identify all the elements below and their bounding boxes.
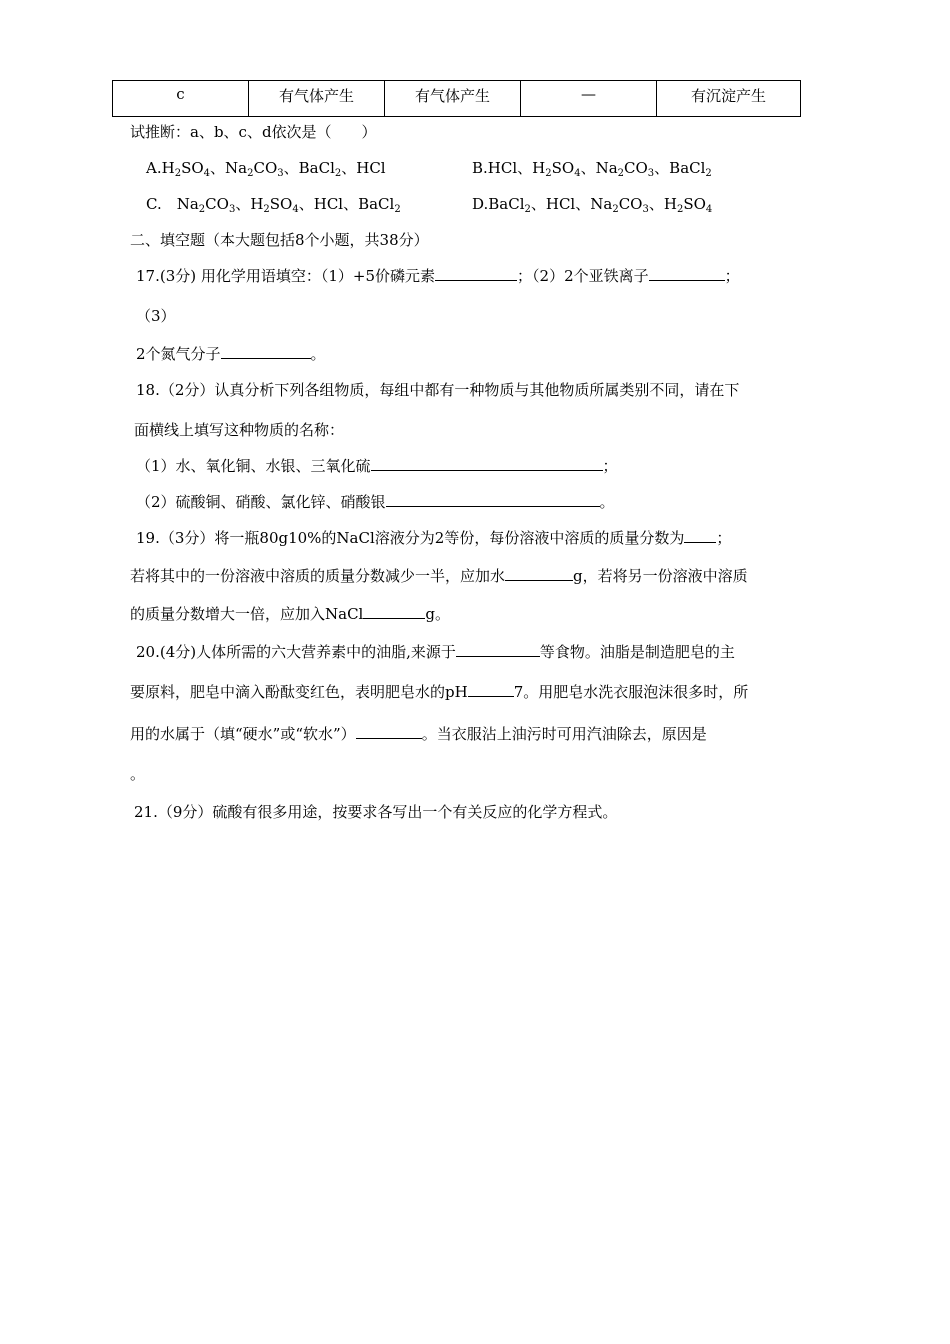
table-cell: 有气体产生 [385,81,521,117]
q20-line1: 20.(4分)人体所需的六大营养素中的油脂,来源于 等食物。油脂是制造肥皂的主 [136,643,735,661]
answer-blank [456,642,540,657]
q18-line4: （2）硫酸铜、硝酸、氯化锌、硝酸银 。 [136,493,615,511]
q17-line3: 2个氮气分子 。 [136,345,326,363]
answer-blank [435,266,517,281]
result-table [112,80,801,117]
q19-line2: 若将其中的一份溶液中溶质的质量分数减少一半，应加水 g，若将另一份溶液中溶质 [130,567,748,585]
q20-line2: 要原料，肥皂中滴入酚酞变红色，表明肥皂水的pH 7。用肥皂水洗衣服泡沫很多时，所 [130,683,749,701]
table-cell: — [521,81,657,117]
answer-blank [468,682,514,697]
answer-blank [363,604,425,619]
option-c: C. $Na_2CO_3$、$H_2SO_4$、HCl、BaCl$_2$ [146,195,401,215]
option-d: D.BaCl$_2$、HCl、$Na_2CO_3$、$H_2SO_4$ [472,195,713,215]
answer-blank [221,344,311,359]
q17-line1: 17.(3分) 用化学用语填空：（1）+5价磷元素 ；（2）2个亚铁离子 ； [136,267,740,285]
option-a: $A.H_2SO_4$、$Na_2CO_3$、BaCl$_2$、HCl [146,159,386,179]
answer-blank [505,566,573,581]
option-b: B.HCl、$H_2SO_4$、$Na_2CO_3$、BaCl$_2$ [472,159,712,179]
table-row [113,81,801,117]
answer-blank [649,266,725,281]
q19-line1: 19.（3分）将一瓶80g10%的NaCl溶液分为2等份，每份溶液中溶质的质量分数为 ； [136,529,732,547]
q19-line3: 的质量分数增大一倍，应加入NaCl g。 [130,605,450,623]
q21-line: 21.（9分）硫酸有很多用途，按要求各写出一个有关反应的化学方程式。 [134,803,618,821]
q18-line3: （1）水、氧化铜、水银、三氧化硫 ； [136,457,618,475]
q18-line1: 18.（2分）认真分析下列各组物质，每组中都有一种物质与其他物质所属类别不同，请在下 [136,381,740,399]
answer-blank [684,528,716,543]
answer-blank [356,724,422,739]
answer-blank [386,492,600,507]
answer-blank [371,456,603,471]
q18-line2: 面横线上填写这种物质的名称： [134,421,345,439]
section-heading: 二、填空题（本大题包括8个小题，共38分） [130,231,429,249]
q20-line4: 。 [130,765,146,783]
table-cell: 有气体产生 [249,81,385,117]
q20-line3: 用的水属于（填“硬水”或“软水”） 。当衣服沾上油污时可用汽油除去，原因是 [130,725,707,743]
q16-prompt: 试推断：a、b、c、d依次是（ ） [130,123,377,141]
table-cell: c [113,81,249,117]
q17-line2: （3） [136,307,176,325]
table-cell: 有沉淀产生 [657,81,801,117]
